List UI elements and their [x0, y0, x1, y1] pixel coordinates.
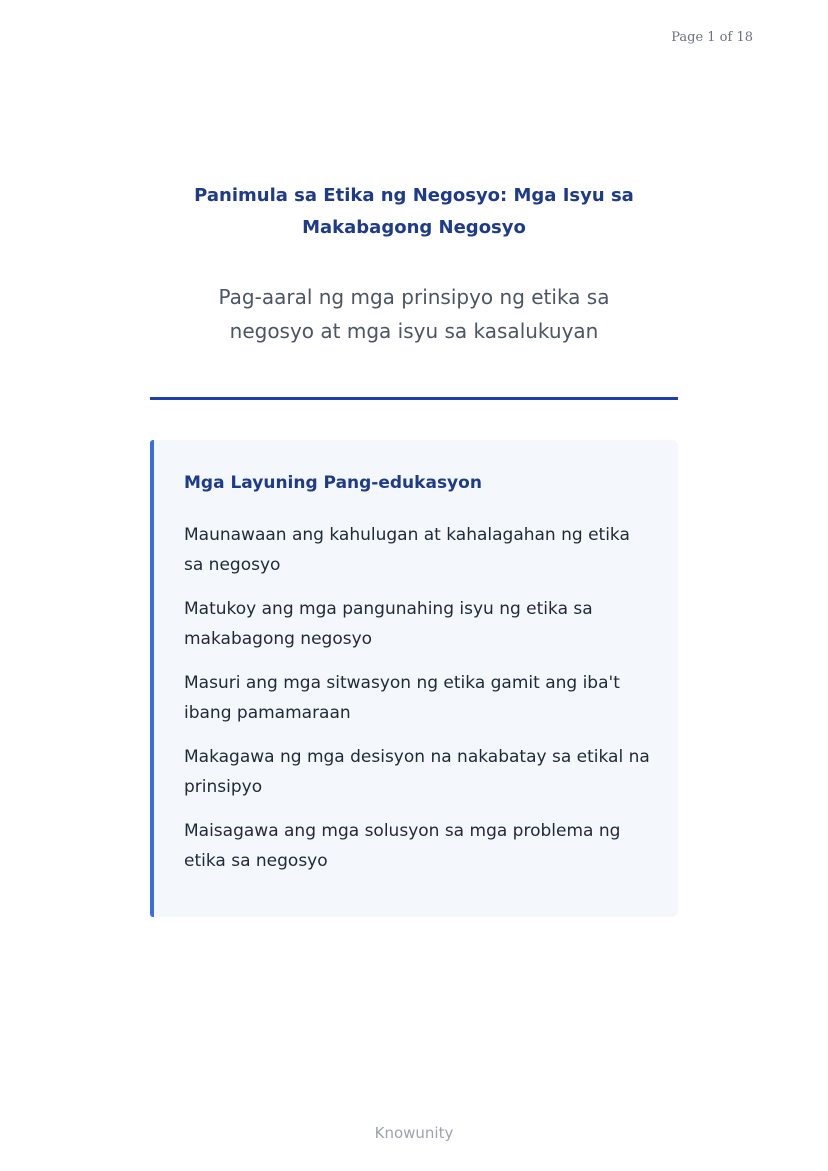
footer-brand: Knowunity [374, 1124, 454, 1142]
page-number: Page 1 of 18 [671, 30, 753, 45]
learning-objectives-box [150, 440, 678, 917]
objective-item: Makagawa ng mga desisyon na nakabatay sa etikal na prinsipyo [184, 747, 650, 797]
title-divider [150, 397, 678, 400]
objectives-list [184, 520, 654, 890]
document-subtitle: Pag-aaral ng mga prinsipyo ng etika sa negosyo at mga isyu sa kasalukuyan [218, 285, 610, 343]
objectives-heading: Mga Layuning Pang-edukasyon [184, 473, 482, 493]
objective-item: Matukoy ang mga pangunahing isyu ng etika sa makabagong negosyo [184, 599, 593, 649]
objective-item: Masuri ang mga sitwasyon ng etika gamit ang iba't ibang pamamaraan [184, 673, 620, 723]
document-title: Panimula sa Etika ng Negosyo: Mga Isyu sa Makabagong Negosyo [194, 185, 634, 238]
objective-item: Maisagawa ang mga solusyon sa mga problema ng etika sa negosyo [184, 821, 621, 871]
objective-item: Maunawaan ang kahulugan at kahalagahan ng etika sa negosyo [184, 525, 630, 575]
